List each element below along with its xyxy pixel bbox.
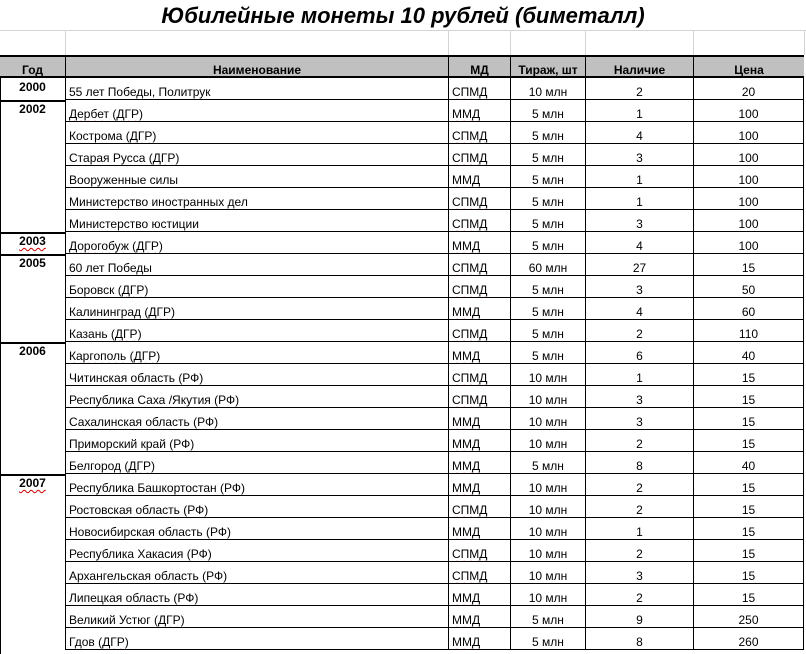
price-cell[interactable]: 15 [693, 386, 804, 408]
stock-cell[interactable]: 1 [585, 518, 693, 540]
stock-cell[interactable]: 3 [585, 144, 693, 166]
year-cell[interactable] [0, 408, 65, 430]
mintage-cell[interactable]: 10 млн [510, 496, 585, 518]
mintage-cell[interactable]: 5 млн [510, 210, 585, 232]
name-cell[interactable]: Кострома (ДГР) [65, 122, 448, 144]
mint-cell[interactable]: ММД [448, 584, 510, 606]
price-cell[interactable]: 15 [693, 254, 804, 276]
price-cell[interactable]: 100 [693, 188, 804, 210]
stock-cell[interactable]: 9 [585, 606, 693, 628]
table-row [0, 540, 804, 562]
mintage-cell[interactable]: 5 млн [510, 166, 585, 188]
year-cell[interactable] [0, 452, 65, 474]
table-row [0, 276, 804, 298]
mintage-cell[interactable]: 10 млн [510, 584, 585, 606]
mint-cell[interactable]: ММД [448, 452, 510, 474]
mintage-cell[interactable]: 10 млн [510, 430, 585, 452]
stock-cell[interactable]: 8 [585, 628, 693, 650]
price-cell[interactable]: 250 [693, 606, 804, 628]
name-cell[interactable]: Министерство иностранных дел [65, 188, 448, 210]
gridline [0, 30, 806, 31]
price-cell[interactable]: 100 [693, 232, 804, 254]
mintage-cell[interactable]: 5 млн [510, 144, 585, 166]
stock-cell[interactable]: 1 [585, 188, 693, 210]
table-header [0, 55, 804, 78]
mint-cell[interactable]: СПМД [448, 320, 510, 342]
name-cell[interactable]: Дорогобуж (ДГР) [65, 232, 448, 254]
stock-cell[interactable]: 1 [585, 100, 693, 122]
year-cell[interactable] [0, 188, 65, 210]
price-cell[interactable]: 100 [693, 166, 804, 188]
gridline [65, 30, 66, 55]
mintage-cell[interactable]: 5 млн [510, 342, 585, 364]
mint-cell[interactable]: ММД [448, 518, 510, 540]
table-row [0, 144, 804, 166]
year-group-divider [0, 254, 65, 256]
table-row [0, 210, 804, 232]
gridline [804, 30, 805, 55]
table-row [0, 628, 804, 650]
mint-cell[interactable]: ММД [448, 342, 510, 364]
name-cell[interactable]: Дербет (ДГР) [65, 100, 448, 122]
name-cell[interactable]: Архангельская область (РФ) [65, 562, 448, 584]
table-row [0, 320, 804, 342]
name-cell[interactable]: Каргополь (ДГР) [65, 342, 448, 364]
name-cell[interactable]: 60 лет Победы [65, 254, 448, 276]
name-cell[interactable]: Вооруженные силы [65, 166, 448, 188]
header-name[interactable]: Наименование [65, 57, 448, 76]
price-cell[interactable]: 40 [693, 452, 804, 474]
header-stock[interactable]: Наличие [585, 57, 693, 76]
year-cell[interactable]: 2002 [19, 102, 46, 116]
header-mint[interactable]: МД [448, 57, 510, 76]
price-cell[interactable]: 260 [693, 628, 804, 650]
year-cell[interactable] [0, 122, 65, 144]
year-cell[interactable]: 2007 [19, 476, 46, 490]
table-row [0, 100, 804, 122]
name-cell[interactable]: Министерство юстиции [65, 210, 448, 232]
mint-cell[interactable]: ММД [448, 232, 510, 254]
mint-cell[interactable]: СПМД [448, 78, 510, 100]
stock-cell[interactable]: 2 [585, 496, 693, 518]
price-cell[interactable]: 15 [693, 584, 804, 606]
header-year[interactable]: Год [22, 63, 43, 76]
year-cell[interactable]: 2003 [19, 234, 46, 248]
mint-cell[interactable]: СПМД [448, 276, 510, 298]
name-cell[interactable]: Республика Хакасия (РФ) [65, 540, 448, 562]
year-cell[interactable] [0, 166, 65, 188]
mintage-cell[interactable]: 5 млн [510, 628, 585, 650]
name-cell[interactable]: Республика Саха /Якутия (РФ) [65, 386, 448, 408]
header-mintage[interactable]: Тираж, шт [510, 57, 585, 76]
price-cell[interactable]: 15 [693, 364, 804, 386]
mintage-cell[interactable]: 10 млн [510, 540, 585, 562]
year-group-divider [0, 342, 65, 344]
name-cell[interactable]: Белгород (ДГР) [65, 452, 448, 474]
mintage-cell[interactable]: 5 млн [510, 298, 585, 320]
name-cell[interactable]: 55 лет Победы, Политрук [65, 78, 448, 100]
name-cell[interactable]: Гдов (ДГР) [65, 628, 448, 650]
mintage-cell[interactable]: 5 млн [510, 188, 585, 210]
header-price[interactable]: Цена [693, 57, 804, 76]
table-row [0, 166, 804, 188]
mint-cell[interactable]: ММД [448, 166, 510, 188]
price-cell[interactable]: 15 [693, 540, 804, 562]
year-cell[interactable] [0, 320, 65, 342]
name-cell[interactable]: Липецкая область (РФ) [65, 584, 448, 606]
mint-cell[interactable]: ММД [448, 474, 510, 496]
year-group-divider [0, 474, 65, 476]
table-row [0, 386, 804, 408]
price-cell[interactable]: 15 [693, 430, 804, 452]
mintage-cell[interactable]: 10 млн [510, 386, 585, 408]
price-cell[interactable]: 15 [693, 474, 804, 496]
price-cell[interactable]: 15 [693, 518, 804, 540]
mintage-cell[interactable]: 5 млн [510, 606, 585, 628]
mintage-cell[interactable]: 5 млн [510, 100, 585, 122]
mint-cell[interactable]: СПМД [448, 496, 510, 518]
name-cell[interactable]: Старая Русса (ДГР) [65, 144, 448, 166]
stock-cell[interactable]: 4 [585, 298, 693, 320]
year-cell[interactable] [0, 364, 65, 386]
name-cell[interactable]: Читинская область (РФ) [65, 364, 448, 386]
mintage-cell[interactable]: 5 млн [510, 276, 585, 298]
table-row [0, 496, 804, 518]
stock-cell[interactable]: 4 [585, 232, 693, 254]
year-cell[interactable] [0, 386, 65, 408]
stock-cell[interactable]: 2 [585, 78, 693, 100]
price-cell[interactable]: 100 [693, 122, 804, 144]
stock-cell[interactable]: 6 [585, 342, 693, 364]
stock-cell[interactable]: 3 [585, 210, 693, 232]
mintage-cell[interactable]: 10 млн [510, 518, 585, 540]
price-cell[interactable]: 110 [693, 320, 804, 342]
year-cell[interactable] [0, 540, 65, 562]
price-cell[interactable]: 100 [693, 100, 804, 122]
price-cell[interactable]: 15 [693, 408, 804, 430]
mint-cell[interactable]: СПМД [448, 210, 510, 232]
mintage-cell[interactable]: 5 млн [510, 320, 585, 342]
name-cell[interactable]: Сахалинская область (РФ) [65, 408, 448, 430]
name-cell[interactable]: Приморский край (РФ) [65, 430, 448, 452]
stock-cell[interactable]: 2 [585, 584, 693, 606]
table-row [0, 562, 804, 584]
mint-cell[interactable]: СПМД [448, 254, 510, 276]
year-cell[interactable]: 2006 [19, 344, 46, 358]
mint-cell[interactable]: ММД [448, 298, 510, 320]
mintage-cell[interactable]: 5 млн [510, 122, 585, 144]
table-row [0, 298, 804, 320]
mint-cell[interactable]: СПМД [448, 122, 510, 144]
mint-cell[interactable]: ММД [448, 606, 510, 628]
stock-cell[interactable]: 1 [585, 364, 693, 386]
year-cell[interactable] [0, 606, 65, 628]
gridline [693, 30, 694, 55]
mint-cell[interactable]: ММД [448, 408, 510, 430]
empty-grid-row [0, 30, 806, 55]
stock-cell[interactable]: 2 [585, 430, 693, 452]
stock-cell[interactable]: 3 [585, 562, 693, 584]
year-cell[interactable] [0, 584, 65, 606]
mint-cell[interactable]: ММД [448, 628, 510, 650]
price-cell[interactable]: 100 [693, 210, 804, 232]
stock-cell[interactable]: 4 [585, 122, 693, 144]
table-row [0, 188, 804, 210]
year-cell[interactable] [0, 430, 65, 452]
table-row [0, 122, 804, 144]
mint-cell[interactable]: СПМД [448, 364, 510, 386]
mintage-cell[interactable]: 10 млн [510, 474, 585, 496]
price-cell[interactable]: 20 [693, 78, 804, 100]
name-cell[interactable]: Республика Башкортостан (РФ) [65, 474, 448, 496]
table-row [0, 232, 804, 254]
stock-cell[interactable]: 3 [585, 276, 693, 298]
name-cell[interactable]: Ростовская область (РФ) [65, 496, 448, 518]
table-row [0, 518, 804, 540]
year-cell[interactable] [0, 518, 65, 540]
gridline [585, 30, 586, 55]
year-cell[interactable] [0, 562, 65, 584]
year-cell[interactable] [0, 276, 65, 298]
table-row [0, 254, 804, 276]
year-cell[interactable] [0, 628, 65, 650]
name-cell[interactable]: Боровск (ДГР) [65, 276, 448, 298]
table-row [0, 342, 804, 364]
price-cell[interactable]: 50 [693, 276, 804, 298]
mint-cell[interactable]: СПМД [448, 386, 510, 408]
price-cell[interactable]: 40 [693, 342, 804, 364]
mintage-cell[interactable]: 5 млн [510, 232, 585, 254]
mint-cell[interactable]: ММД [448, 430, 510, 452]
mintage-cell[interactable]: 10 млн [510, 408, 585, 430]
price-cell[interactable]: 15 [693, 496, 804, 518]
stock-cell[interactable]: 1 [585, 166, 693, 188]
mint-cell[interactable]: ММД [448, 100, 510, 122]
page-title: Юбилейные монеты 10 рублей (биметалл) [161, 3, 645, 28]
stock-cell[interactable]: 3 [585, 408, 693, 430]
stock-cell[interactable]: 2 [585, 474, 693, 496]
name-cell[interactable]: Казань (ДГР) [65, 320, 448, 342]
year-group-divider [0, 100, 65, 102]
stock-cell[interactable]: 8 [585, 452, 693, 474]
mint-cell[interactable]: СПМД [448, 144, 510, 166]
table-row [0, 408, 804, 430]
mintage-cell[interactable]: 60 млн [510, 254, 585, 276]
gridline [510, 30, 511, 55]
year-cell[interactable]: 2005 [19, 256, 46, 270]
table-row [0, 474, 804, 496]
mint-cell[interactable]: СПМД [448, 562, 510, 584]
year-cell[interactable] [0, 298, 65, 320]
table-row [0, 78, 804, 100]
year-column-border [0, 78, 1, 654]
mintage-cell[interactable]: 10 млн [510, 78, 585, 100]
price-cell[interactable]: 100 [693, 144, 804, 166]
price-cell[interactable]: 60 [693, 298, 804, 320]
year-cell[interactable] [0, 210, 65, 232]
mintage-cell[interactable]: 5 млн [510, 452, 585, 474]
table-row [0, 430, 804, 452]
table-row [0, 364, 804, 386]
mint-cell[interactable]: СПМД [448, 188, 510, 210]
name-cell[interactable]: Калининград (ДГР) [65, 298, 448, 320]
table-row [0, 452, 804, 474]
price-cell[interactable]: 15 [693, 562, 804, 584]
year-group-divider [0, 232, 65, 234]
name-cell[interactable]: Новосибирская область (РФ) [65, 518, 448, 540]
mintage-cell[interactable]: 10 млн [510, 562, 585, 584]
stock-cell[interactable]: 2 [585, 320, 693, 342]
mintage-cell[interactable]: 10 млн [510, 364, 585, 386]
stock-cell[interactable]: 3 [585, 386, 693, 408]
year-cell[interactable]: 2000 [19, 80, 46, 94]
year-cell[interactable] [0, 496, 65, 518]
mint-cell[interactable]: СПМД [448, 540, 510, 562]
table-row [0, 606, 804, 628]
name-cell[interactable]: Великий Устюг (ДГР) [65, 606, 448, 628]
table-row [0, 584, 804, 606]
stock-cell[interactable]: 27 [585, 254, 693, 276]
year-cell[interactable] [0, 144, 65, 166]
gridline [448, 30, 449, 55]
stock-cell[interactable]: 2 [585, 540, 693, 562]
